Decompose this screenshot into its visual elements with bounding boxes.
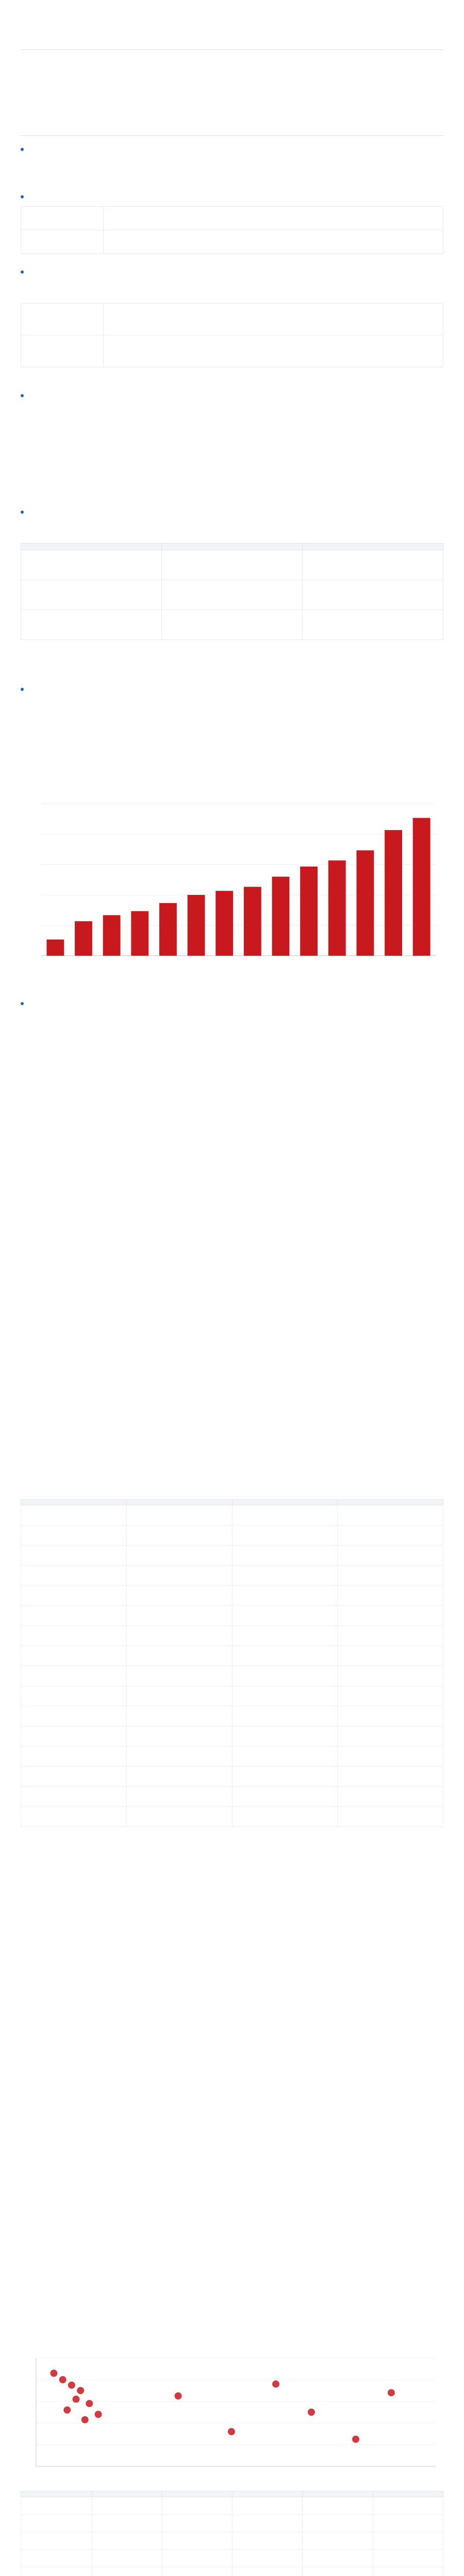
table-cell [338,1706,443,1726]
table-row [21,1726,443,1747]
table-cell [21,1747,127,1767]
table-row [21,1807,443,1827]
competition-scatter-chart [21,2352,443,2476]
table-cell [373,2515,443,2532]
paragraph [21,1461,443,1492]
scatter-point [77,2387,84,2394]
scatter-chart [21,2352,443,2476]
table-cell [21,1726,127,1747]
table-cell [21,1666,127,1686]
column-header [162,544,303,550]
table-cell [91,2515,162,2532]
bar [356,850,374,956]
table-cell [91,2532,162,2550]
table-cell [338,1686,443,1706]
table-cell [21,1586,127,1606]
bar [103,915,121,956]
table-cell [126,1646,232,1666]
column-header [303,544,443,550]
bar [244,887,261,956]
table-row [21,303,443,335]
table-cell [21,207,104,230]
table-cell [162,2497,233,2515]
table-cell [21,610,162,640]
column-header [303,2492,373,2497]
column-header [21,544,162,550]
table-row [21,230,443,254]
scatter-point [388,2389,395,2396]
table-cell [21,2567,92,2576]
table-cell [303,2567,373,2576]
scatter-point [95,2411,102,2418]
table-row [21,1626,443,1646]
table-cell [232,1566,338,1586]
section-heading [21,508,27,517]
table-cell [338,1566,443,1586]
table-row [21,544,443,550]
industry-chain-table [21,543,443,640]
table-cell [338,1666,443,1686]
table-row [21,1505,443,1526]
scatter-point [59,2376,67,2383]
table-cell [338,1807,443,1827]
table-cell [232,1646,338,1666]
section-heading [21,685,27,694]
market-size-chart [21,788,443,976]
table-row [21,2532,443,2550]
table-cell [338,1586,443,1606]
bar [159,903,177,956]
table-cell [232,1686,338,1706]
column-header [126,1500,232,1505]
table-cell [21,335,104,367]
column-header [232,2492,303,2497]
table-cell [338,1646,443,1666]
table-row [21,1706,443,1726]
bar [46,940,64,956]
section-heading [21,145,27,155]
table-row [21,1546,443,1566]
table-cell [373,2532,443,2550]
table-row [21,1566,443,1586]
table-cell [303,550,443,580]
table-cell [162,580,303,610]
paragraph [21,1013,443,1234]
category-table [21,303,443,367]
paragraph [21,158,443,184]
bar [75,921,92,956]
table-row [21,2567,443,2576]
column-header [21,1500,127,1505]
scatter-point [63,2406,71,2414]
paragraph [21,737,443,773]
scatter-point [308,2409,315,2416]
table-cell [91,2567,162,2576]
table-cell [303,2532,373,2550]
table-cell [338,1606,443,1626]
table-cell [162,2532,233,2550]
table-row [21,1686,443,1706]
column-header [373,2492,443,2497]
table-cell [162,2567,233,2576]
table-cell [21,2497,92,2515]
table-row [21,1586,443,1606]
bar-chart [21,788,443,976]
enterprise-table [21,1499,443,1827]
table-cell [338,1526,443,1546]
table-cell [21,1526,127,1546]
table-cell [126,1706,232,1726]
table-cell [232,1666,338,1686]
table-cell [338,1546,443,1566]
table-row [21,2550,443,2567]
table-cell [338,1626,443,1646]
table-cell [232,1586,338,1606]
table-cell [232,2567,303,2576]
table-cell [303,2515,373,2532]
scatter-point [272,2380,279,2387]
table-cell [21,2532,92,2550]
summary-text [52,54,439,131]
scatter-point [175,2393,182,2400]
table-cell [232,2550,303,2567]
column-header [21,2492,92,2497]
table-row [21,1787,443,1807]
table-row [21,1666,443,1686]
table-cell [104,207,443,230]
table-row [21,2492,443,2497]
scatter-point [86,2400,93,2407]
table-cell [232,2497,303,2515]
scatter-point [68,2382,75,2389]
table-cell [126,1606,232,1626]
table-cell [162,2550,233,2567]
table-cell [104,230,443,254]
table-cell [126,1626,232,1646]
bar [272,877,290,956]
paragraph [21,280,443,299]
paragraph [21,479,443,500]
table-cell [21,2515,92,2532]
table-cell [21,1546,127,1566]
table-row [21,610,443,640]
table-cell [126,1586,232,1606]
table-cell [21,580,162,610]
paragraph [21,520,443,539]
bar [131,911,148,956]
bar [413,818,430,956]
table-cell [162,610,303,640]
section-heading [21,999,27,1009]
table-row [21,2497,443,2515]
table-row [21,1606,443,1626]
table-cell [21,1767,127,1787]
page-title [0,11,464,27]
table-cell [232,1526,338,1546]
bar [188,895,205,956]
table-cell [232,1706,338,1726]
bar [385,830,402,956]
section-heading [21,268,27,277]
table-cell [232,1606,338,1626]
column-header [162,2492,233,2497]
table-cell [21,550,162,580]
bar [216,891,233,956]
table-cell [21,2550,92,2567]
table-cell [126,1566,232,1586]
table-cell [126,1787,232,1807]
scatter-point [352,2436,359,2443]
table-cell [232,1747,338,1767]
table-row [21,580,443,610]
paragraph [21,404,443,476]
table-cell [126,1505,232,1526]
table-cell [338,1726,443,1747]
table-cell [303,2550,373,2567]
table-row [21,1646,443,1666]
table-cell [338,1505,443,1526]
table-cell [162,2515,233,2532]
section-heading [21,193,27,202]
table-cell [21,1706,127,1726]
table-cell [303,2497,373,2515]
table-cell [232,1626,338,1646]
table-row [21,1526,443,1546]
table-cell [104,303,443,335]
scatter-point [81,2416,89,2424]
table-cell [373,2567,443,2576]
table-cell [232,2532,303,2550]
table-cell [303,580,443,610]
table-cell [232,2515,303,2532]
table-cell [126,1526,232,1546]
table-cell [126,1546,232,1566]
table-cell [126,1726,232,1747]
table-row [21,335,443,367]
bar [300,867,318,956]
table-cell [104,335,443,367]
table-cell [232,1767,338,1787]
table-cell [232,1787,338,1807]
table-cell [232,1546,338,1566]
column-header [338,1500,443,1505]
table-cell [126,1747,232,1767]
table-cell [373,2497,443,2515]
table-cell [338,1747,443,1767]
bar [328,860,346,956]
table-cell [91,2550,162,2567]
table-cell [338,1767,443,1787]
table-cell [21,303,104,335]
table-row [21,1747,443,1767]
table-row [21,1767,443,1787]
table-cell [232,1807,338,1827]
table-row [21,207,443,230]
table-row [21,550,443,580]
scatter-point [73,2396,80,2403]
table-cell [126,1686,232,1706]
table-cell [338,1787,443,1807]
paragraph [21,698,443,734]
table-cell [232,1726,338,1747]
table-cell [126,1666,232,1686]
table-cell [21,1787,127,1807]
table-cell [162,550,303,580]
table-row [21,1500,443,1505]
section-heading [21,392,27,401]
scatter-point [50,2369,57,2377]
table-cell [21,1686,127,1706]
definition-table [21,206,443,254]
table-cell [21,1646,127,1666]
table-cell [91,2497,162,2515]
table-cell [303,610,443,640]
table-cell [21,1626,127,1646]
company-table [21,2491,443,2576]
table-cell [21,1505,127,1526]
scatter-point [228,2428,235,2435]
table-cell [373,2550,443,2567]
table-cell [21,230,104,254]
table-cell [232,1505,338,1526]
paragraph [21,1239,443,1455]
table-row [21,2515,443,2532]
column-header [91,2492,162,2497]
table-cell [126,1807,232,1827]
column-header [232,1500,338,1505]
table-cell [21,1566,127,1586]
table-cell [21,1807,127,1827]
summary-box [21,49,443,136]
table-cell [21,1606,127,1626]
table-cell [126,1767,232,1787]
